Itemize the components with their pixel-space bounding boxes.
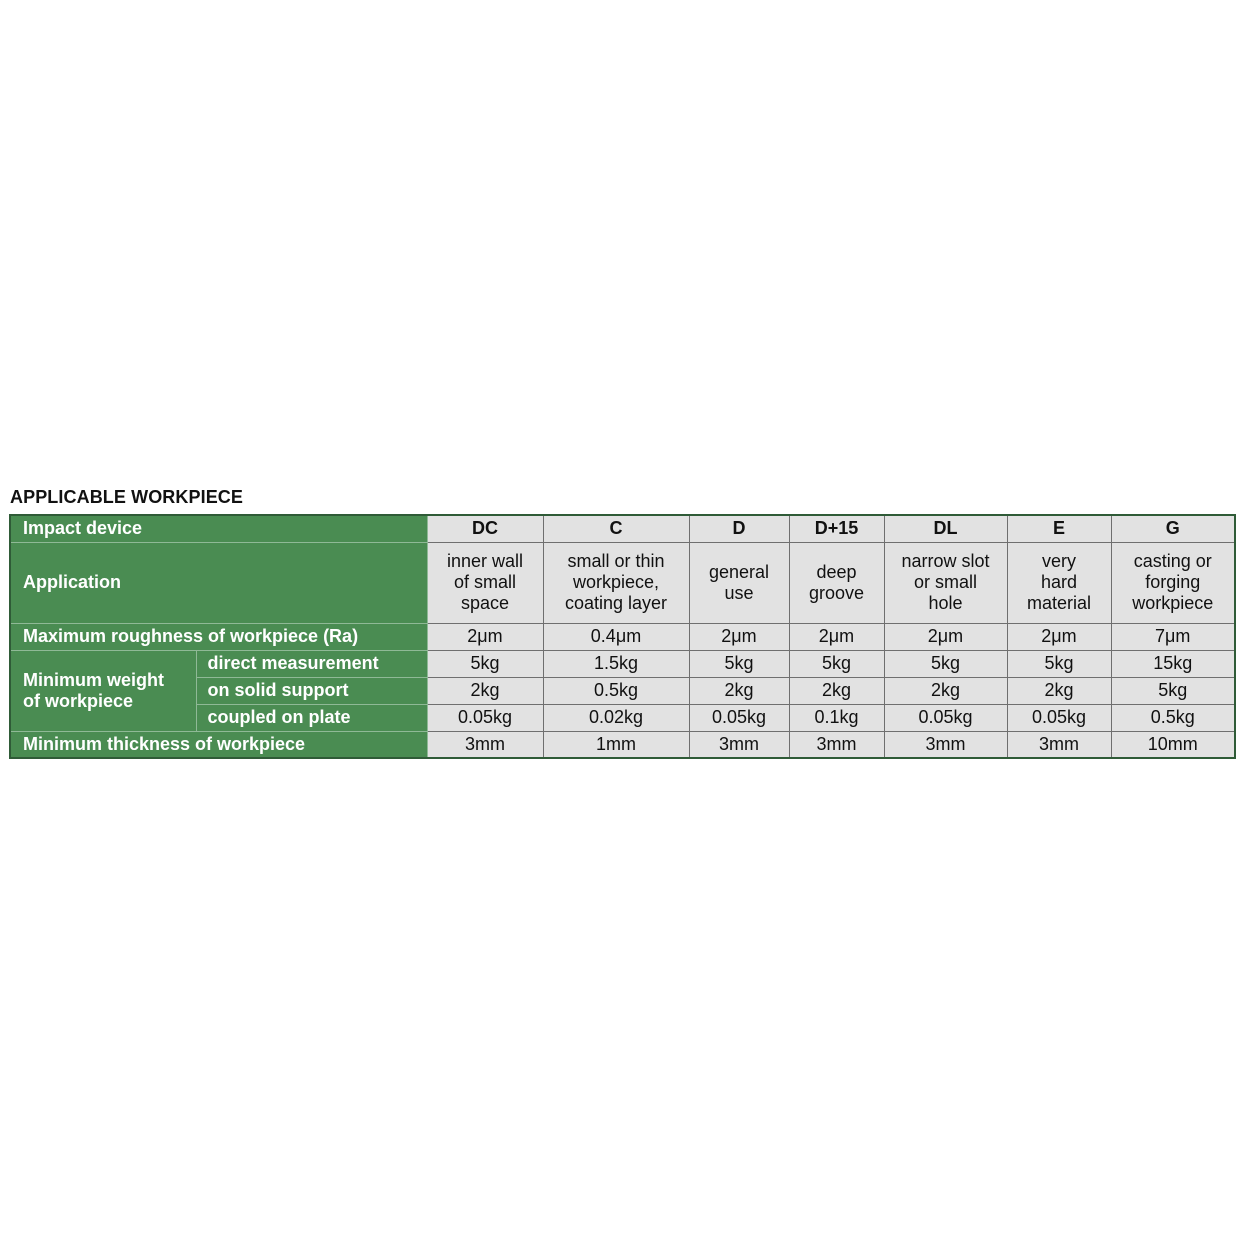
row-label-solid-support: on solid support — [196, 677, 427, 704]
application-cell — [884, 542, 1007, 623]
row-label-impact-device: Impact device — [10, 515, 427, 542]
thickness-cell: 3mm — [427, 731, 543, 758]
application-cell — [1007, 542, 1111, 623]
application-cell — [543, 542, 689, 623]
application-text: very hard material — [1026, 551, 1092, 613]
roughness-cell: 2μm — [789, 623, 884, 650]
row-label-max-roughness: Maximum roughness of workpiece (Ra) — [10, 623, 427, 650]
device-header: DL — [884, 515, 1007, 542]
roughness-cell: 2μm — [884, 623, 1007, 650]
weight-plate-cell: 0.05kg — [427, 704, 543, 731]
weight-solid-cell: 2kg — [689, 677, 789, 704]
application-cell — [1111, 542, 1235, 623]
device-header: D — [689, 515, 789, 542]
weight-plate-cell: 0.1kg — [789, 704, 884, 731]
thickness-cell: 3mm — [884, 731, 1007, 758]
row-label-min-weight — [10, 650, 196, 731]
row-label-application: Application — [10, 542, 427, 623]
thickness-cell: 3mm — [1007, 731, 1111, 758]
application-text: general use — [708, 561, 770, 603]
row-label-min-thickness: Minimum thickness of workpiece — [10, 731, 427, 758]
row-label-direct-measurement: direct measurement — [196, 650, 427, 677]
thickness-cell: 3mm — [789, 731, 884, 758]
weight-direct-cell: 5kg — [789, 650, 884, 677]
roughness-cell: 2μm — [1007, 623, 1111, 650]
row-label-coupled-plate: coupled on plate — [196, 704, 427, 731]
table-row-min-weight-direct — [10, 650, 1235, 677]
weight-plate-cell: 0.05kg — [884, 704, 1007, 731]
table-row-max-roughness — [10, 623, 1235, 650]
weight-plate-cell: 0.02kg — [543, 704, 689, 731]
weight-solid-cell: 2kg — [789, 677, 884, 704]
roughness-cell: 7μm — [1111, 623, 1235, 650]
weight-solid-cell: 2kg — [1007, 677, 1111, 704]
weight-solid-cell: 0.5kg — [543, 677, 689, 704]
application-text: deep groove — [808, 561, 865, 603]
device-header: DC — [427, 515, 543, 542]
weight-direct-cell: 5kg — [1007, 650, 1111, 677]
roughness-cell: 2μm — [689, 623, 789, 650]
weight-plate-cell: 0.05kg — [689, 704, 789, 731]
table-row-impact-device — [10, 515, 1235, 542]
device-header: E — [1007, 515, 1111, 542]
weight-direct-cell: 5kg — [689, 650, 789, 677]
page-title: APPLICABLE WORKPIECE — [10, 487, 244, 507]
device-header: G — [1111, 515, 1235, 542]
application-text: narrow slot or small hole — [901, 551, 990, 613]
application-text: small or thin workpiece, coating layer — [564, 551, 668, 613]
table-row-application — [10, 542, 1235, 623]
thickness-cell: 3mm — [689, 731, 789, 758]
application-cell — [427, 542, 543, 623]
weight-solid-cell: 5kg — [1111, 677, 1235, 704]
table-row-min-thickness — [10, 731, 1235, 758]
weight-direct-cell: 5kg — [884, 650, 1007, 677]
thickness-cell: 10mm — [1111, 731, 1235, 758]
weight-plate-cell: 0.05kg — [1007, 704, 1111, 731]
application-cell — [789, 542, 884, 623]
device-header: D+15 — [789, 515, 884, 542]
weight-direct-cell: 1.5kg — [543, 650, 689, 677]
roughness-cell: 2μm — [427, 623, 543, 650]
application-text: casting or forging workpiece — [1132, 551, 1214, 613]
application-cell — [689, 542, 789, 623]
weight-plate-cell: 0.5kg — [1111, 704, 1235, 731]
device-header: C — [543, 515, 689, 542]
weight-direct-cell: 5kg — [427, 650, 543, 677]
weight-solid-cell: 2kg — [884, 677, 1007, 704]
weight-solid-cell: 2kg — [427, 677, 543, 704]
weight-direct-cell: 15kg — [1111, 650, 1235, 677]
roughness-cell: 0.4μm — [543, 623, 689, 650]
min-weight-label-text: Minimum weight of workpiece — [23, 669, 164, 711]
applicable-workpiece-table — [9, 514, 1236, 759]
application-text: inner wall of small space — [446, 551, 524, 613]
thickness-cell: 1mm — [543, 731, 689, 758]
